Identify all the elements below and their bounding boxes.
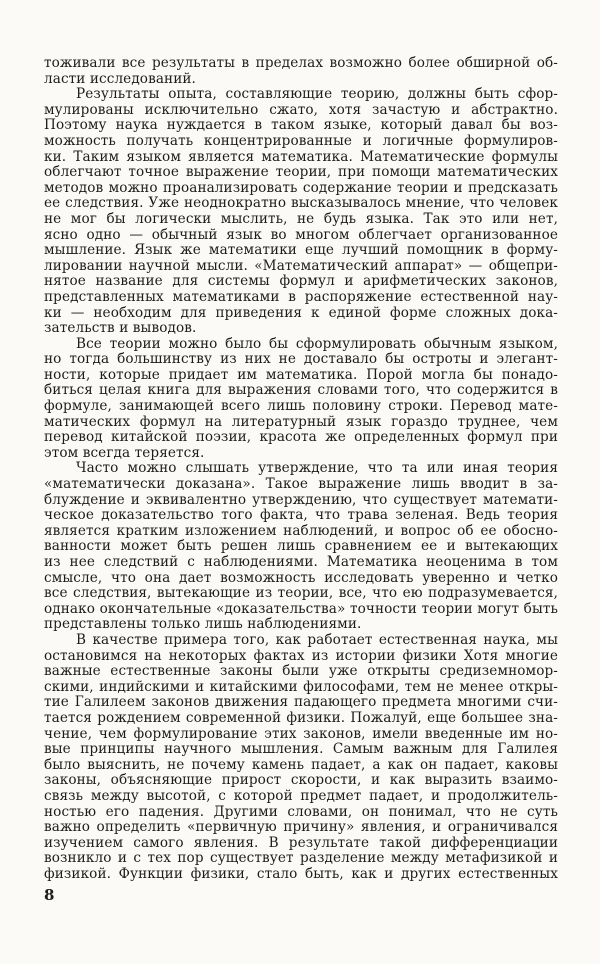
text-line: законы, объясняющие прирост скорости, и как выразить взаимо- bbox=[44, 773, 558, 789]
text-line: зательств и выводов. bbox=[44, 321, 197, 337]
paragraph bbox=[44, 633, 558, 883]
text-line: ки. Таким языком является математика. Математические формулы bbox=[44, 149, 558, 165]
paragraph bbox=[44, 56, 558, 87]
text-line: формуле, занимающей всего лишь половину строки. Перевод мате- bbox=[44, 399, 558, 415]
text-line: методов можно проанализировать содержание теории и предсказать bbox=[44, 180, 558, 196]
text-line: Результаты опыта, составляющие теорию, должны быть сфор- bbox=[76, 87, 558, 103]
text-line: остановимся на некоторых фактах из истории физики Хотя многие bbox=[44, 648, 558, 664]
text-line: облегчают точное выражение теории, при помощи математических bbox=[44, 165, 558, 181]
text-line: однако окончательные «доказательства» точности теории могут быть bbox=[44, 601, 558, 617]
text-line: вые принципы научного мышления. Самым важным для Галилея bbox=[44, 742, 558, 758]
text-line: ласти исследований. bbox=[44, 71, 196, 87]
text-line: ностью его падения. Другими словами, он понимал, что не суть bbox=[44, 804, 558, 820]
text-line: ясно одно — обычный язык во многом облегчает организованное bbox=[44, 227, 558, 243]
text-line: лировании научной мысли. «Математический аппарат» — общепри- bbox=[44, 258, 558, 274]
text-line: представлены только лишь наблюдениями. bbox=[44, 617, 362, 633]
text-line: возникло и с тех пор существует разделение между метафизикой и bbox=[44, 851, 558, 867]
text-line: В качестве примера того, как работает естественная наука, мы bbox=[76, 632, 558, 648]
text-line: ческое доказательство того факта, что трава зеленая. Ведь теория bbox=[44, 508, 558, 524]
text-line: важно определить «первичную причину» явления, и ограничивался bbox=[44, 820, 558, 836]
page-text bbox=[44, 56, 558, 882]
text-line: но тогда большинству из них не доставало бы остроты и элегант- bbox=[44, 352, 558, 368]
text-line: тие Галилеем законов движения падающего предмета многими счи- bbox=[44, 695, 558, 711]
text-line: важные естественные законы были уже открыты средиземномор- bbox=[44, 664, 558, 680]
text-line: ки — необходим для приведения к единой форме сложных дока- bbox=[44, 305, 558, 321]
text-line: представленных математиками в распоряжение естественной нау- bbox=[44, 289, 558, 305]
text-line: перевод китайской поэзии, красота же определенных формул при bbox=[44, 430, 558, 446]
text-line: из нее следствий с наблюдениями. Математика неоценима в том bbox=[44, 555, 558, 570]
text-line: ванности может быть решен лишь сравнением ее и вытекающих bbox=[44, 539, 558, 555]
text-line: тоживали все результаты в пределах возможно более обширной об- bbox=[44, 56, 558, 71]
text-line: изучением самого явления. В результате такой дифференциации bbox=[44, 835, 558, 851]
text-line: не мог бы логически мыслить, не будь языка. Так это или нет, bbox=[44, 211, 558, 227]
text-line: скими, индийскими и китайскими философами, тем не менее откры- bbox=[44, 679, 558, 695]
text-line: все следствия, вытекающие из теории, все, что ею подразумевается, bbox=[44, 586, 558, 602]
text-line: этом всегда теряется. bbox=[44, 445, 205, 461]
paragraph bbox=[44, 337, 558, 462]
paragraph bbox=[44, 87, 558, 337]
text-line: матических формул на литературный язык гораздо труднее, чем bbox=[44, 414, 558, 430]
text-line: мулированы исключительно сжато, хотя зачастую и абстрактно. bbox=[44, 102, 558, 118]
text-line: Часто можно слышать утверждение, что та или иная теория bbox=[76, 461, 558, 477]
paragraph bbox=[44, 461, 558, 633]
text-line: блуждение и эквивалентно утверждению, что существует математи- bbox=[44, 492, 558, 508]
text-line: мышление. Язык же математики еще лучший помощник в форму- bbox=[44, 243, 558, 259]
text-line: Все теории можно было бы сформулировать обычным языком, bbox=[76, 336, 558, 352]
page-number: 8 bbox=[44, 886, 55, 904]
text-line: нятое название для системы формул и арифметических законов, bbox=[44, 274, 558, 290]
text-line: физикой. Функции физики, стало быть, как и других естественных bbox=[44, 866, 558, 882]
text-line: является кратким изложением наблюдений, и вопрос об ее обосно- bbox=[44, 523, 558, 539]
text-line: ее следствия. Уже неоднократно высказывалось мнение, что человек bbox=[44, 196, 558, 212]
text-line: Поэтому наука нуждается в таком языке, который давал бы воз- bbox=[44, 118, 558, 134]
text-line: можность получать концентрированные и логичные формулиров- bbox=[44, 133, 558, 149]
text-line: тается рождением современной физики. Пожалуй, еще большее зна- bbox=[44, 710, 558, 726]
text-line: «математически доказана». Такое выражение лишь вводит в за- bbox=[44, 477, 558, 493]
text-line: ности, которые придает им математика. Порой могла бы понадо- bbox=[44, 367, 558, 383]
text-line: чение, чем формулирование этих законов, имели введенные им но- bbox=[44, 726, 558, 742]
text-line: смысле, что она дает возможность исследовать уверенно и четко bbox=[44, 570, 558, 586]
text-line: биться целая книга для выражения словами того, что содержится в bbox=[44, 383, 558, 399]
text-line: связь между высотой, с которой предмет падает, и продолжитель- bbox=[44, 788, 558, 804]
text-line: было выяснить, не почему камень падает, а как он падает, каковы bbox=[44, 757, 558, 773]
